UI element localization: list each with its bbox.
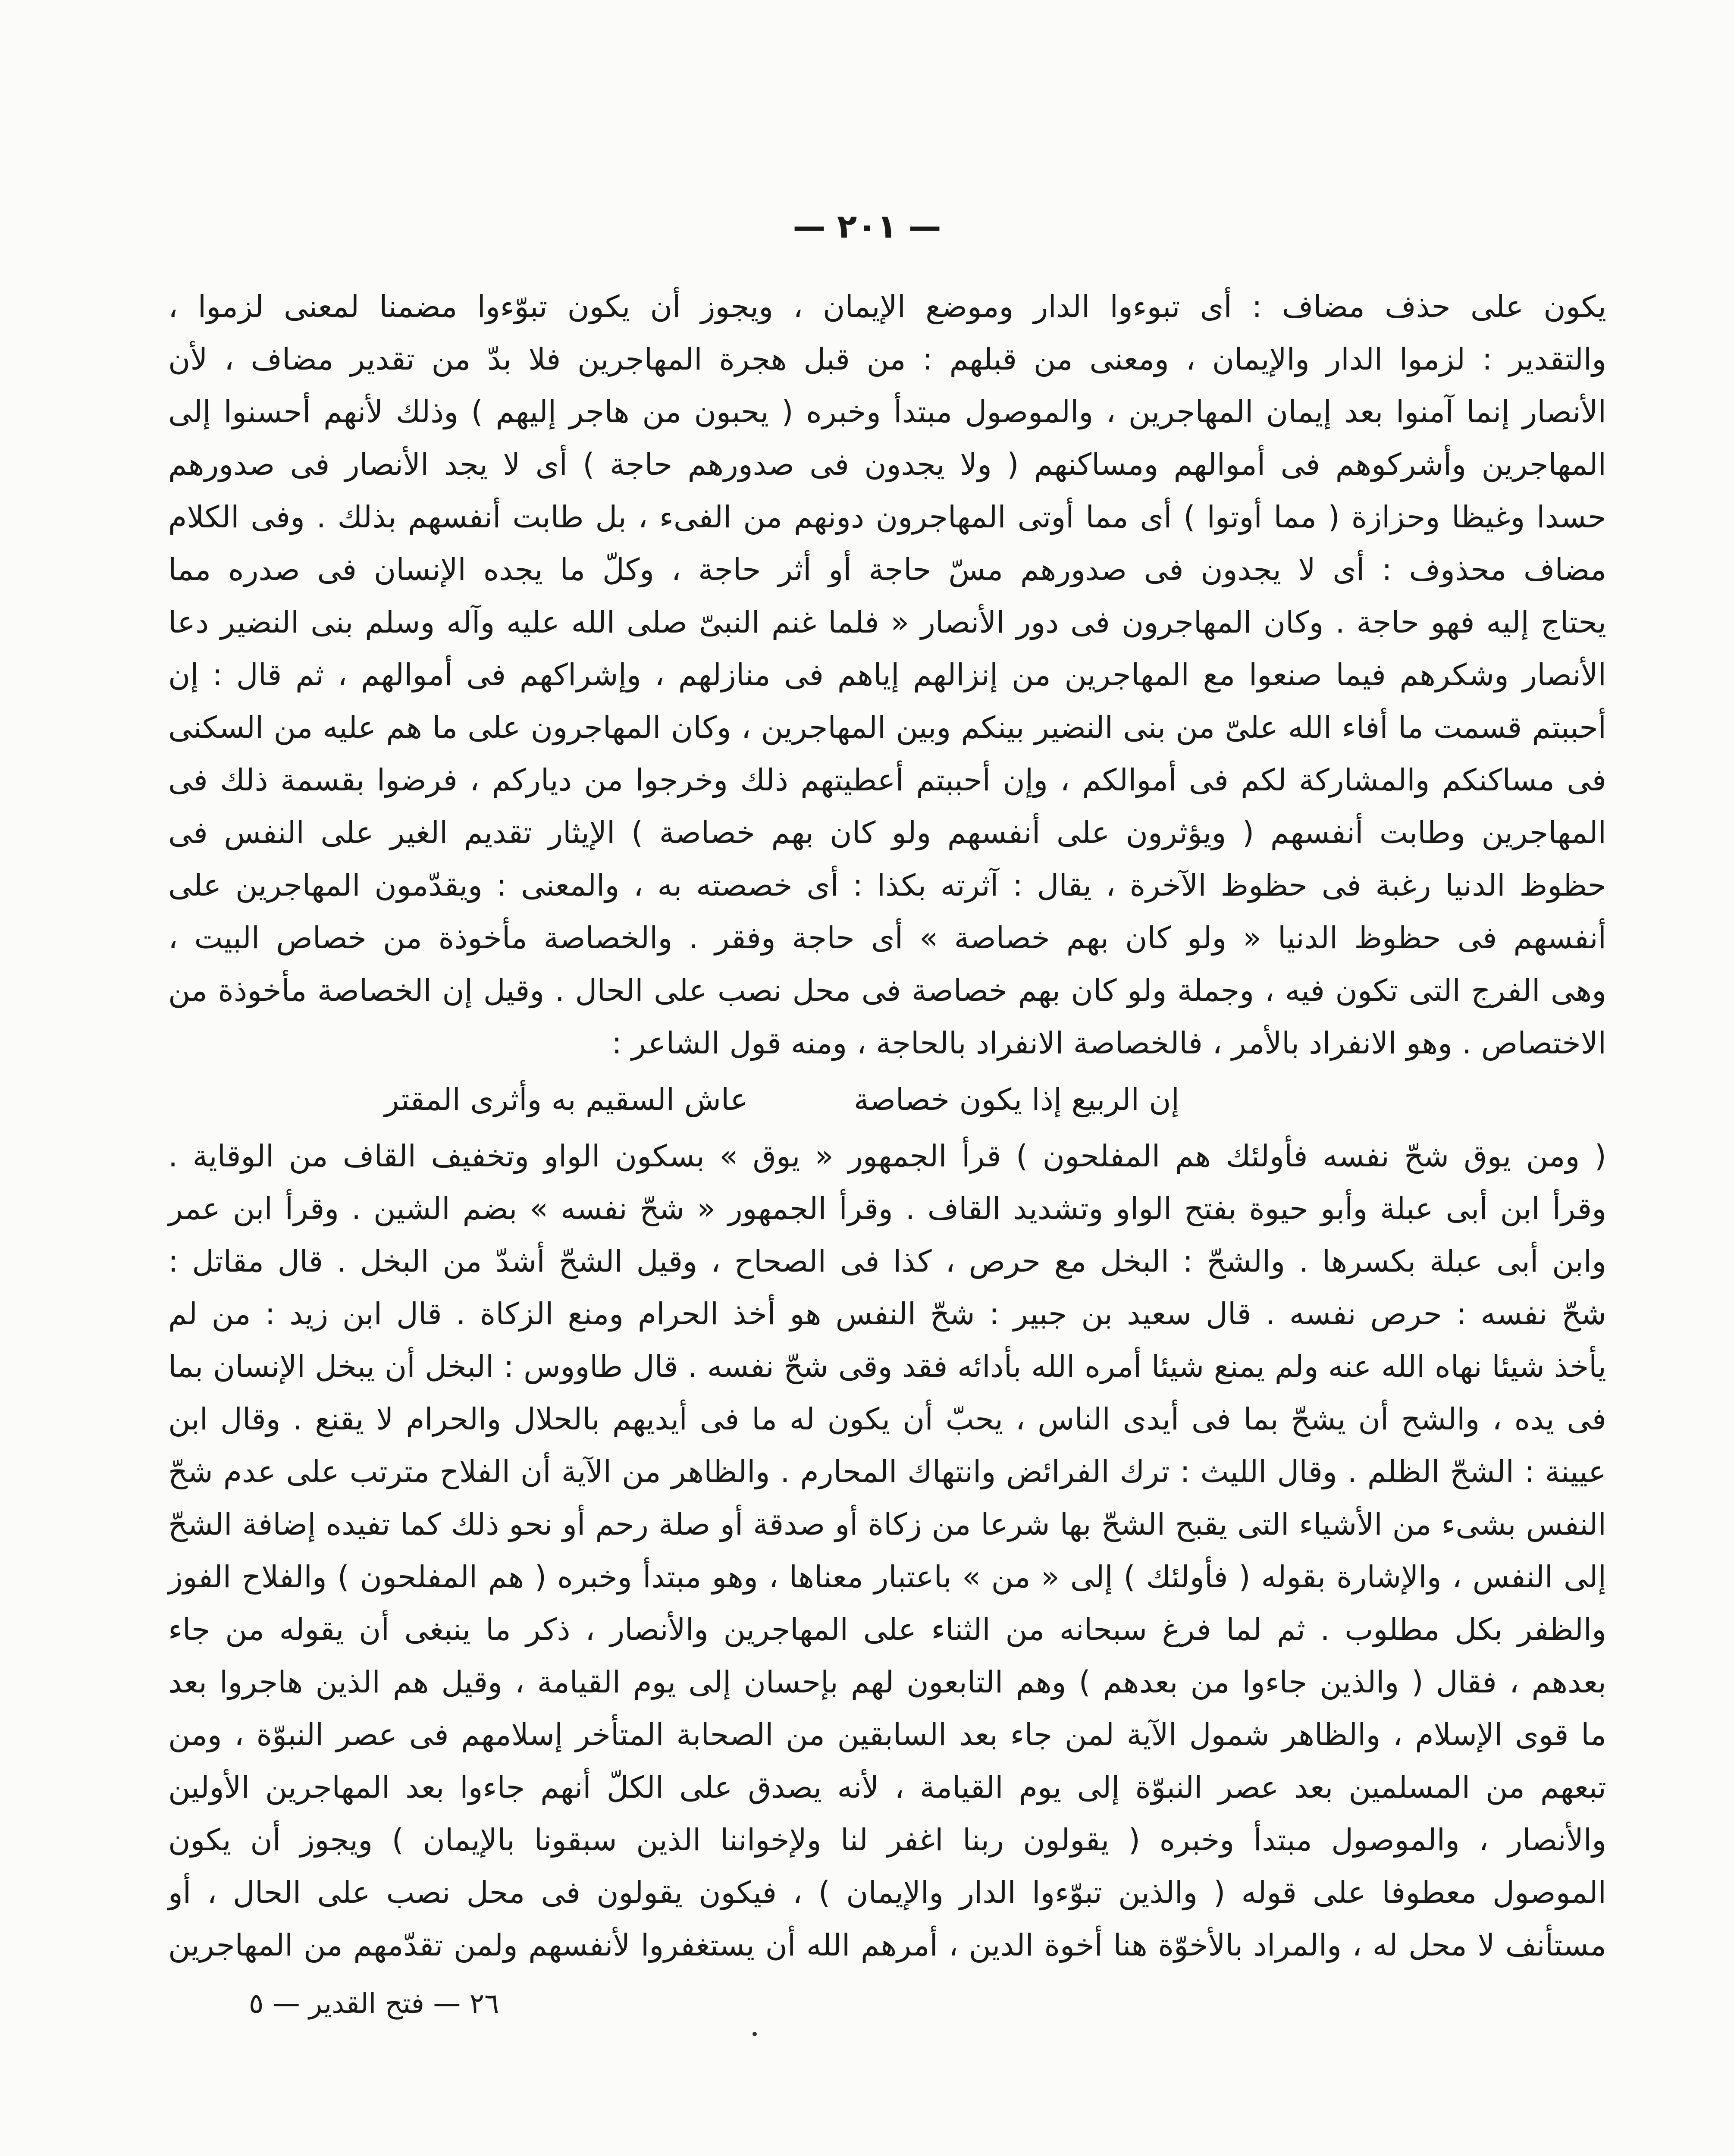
text-line: ما قوى الإسلام ، والظاهر شمول الآية لمن جاء بعد السابقين من الصحابة المتأخر إسلامهم فى عصر النبوّة ، ومن — [168, 1717, 1606, 1752]
text-line: والأنصار ، والموصول مبتدأ وخبره ( يقولون ربنا اغفر لنا ولإخواننا الذين سبقونا بالإيمان ) ويجوز أن يكون — [168, 1822, 1606, 1858]
text-line: وابن أبى عبلة بكسرها . والشحّ : البخل مع حرص ، كذا فى الصحاح ، وقيل الشحّ أشدّ من البخل . قال مقاتل : — [168, 1244, 1606, 1279]
verse-first-hemistich: إن الربيع إذا يكون خصاصة — [853, 1082, 1179, 1117]
text-line: يحتاج إليه فهو حاجة . وكان المهاجرون فى دور الأنصار « فلما غنم النبىّ صلى الله عليه وآله وسلم بنى النضير دعا — [168, 605, 1606, 640]
body-text — [168, 280, 1606, 1971]
dot-row — [0, 2023, 1734, 2040]
text-line: المهاجرين وأشركوهم فى أموالهم ومساكنهم ( ولا يجدون فى صدورهم حاجة ) أى لا يجد الأنصار فى صدورهم — [168, 447, 1606, 482]
text-line: والتقدير : لزموا الدار والإيمان ، ومعنى من قبلهم : من قبل هجرة المهاجرين فلا بدّ من تقدير مضاف ، لأن — [168, 342, 1606, 377]
ink-dot — [753, 2032, 757, 2036]
text-line: بعدهم ، فقال ( والذين جاءوا من بعدهم ) وهم التابعون لهم بإحسان إلى يوم القيامة ، وقيل هم الذين هاجروا بعد — [168, 1664, 1606, 1700]
page-number: — ٢٠١ — — [793, 207, 941, 245]
text-line: حظوظ الدنيا رغبة فى حظوظ الآخرة ، يقال : آثرته بكذا : أى خصصته به ، والمعنى : ويقدّمون المهاجرين على — [168, 868, 1606, 903]
text-line: مضاف محذوف : أى لا يجدون فى صدورهم مسّ حاجة أو أثر حاجة ، وكلّ ما يجده الإنسان فى صدره مما — [168, 552, 1606, 587]
footer-signature: ٢٦ — فتح القدير — ٥ — [249, 1988, 499, 2020]
text-line: يأخذ شيئا نهاه الله عنه ولم يمنع شيئا أمره الله بأدائه فقد وقى شحّ نفسه . قال طاووس : البخل أن يبخل الإنسان بما — [168, 1349, 1606, 1384]
poetry-verse — [168, 1069, 1606, 1130]
text-line: مستأنف لا محل له ، والمراد بالأخوّة هنا أخوة الدين ، أمرهم الله أن يستغفروا لأنفسهم ولمن تقدّمهم من المهاجرين — [168, 1927, 1606, 1963]
text-line: تبعهم من المسلمين بعد عصر النبوّة إلى يوم القيامة ، لأنه يصدق على الكلّ أنهم جاءوا بعد المهاجرين الأولين — [168, 1770, 1606, 1805]
text-line: والظفر بكل مطلوب . ثم لما فرغ سبحانه من الثناء على المهاجرين والأنصار ، ذكر ما ينبغى أن يقوله من جاء — [168, 1612, 1606, 1647]
text-line: فى يده ، والشح أن يشحّ بما فى أيدى الناس ، يحبّ أن يكون له ما فى أيديهم بالحلال والحرام لا يقنع . وقال ابن — [168, 1401, 1606, 1437]
text-line: وقرأ ابن أبى عبلة وأبو حيوة بفتح الواو وتشديد القاف . وقرأ الجمهور « شحّ نفسه » بضم الشين . وقرأ ابن عمر — [168, 1191, 1606, 1226]
verse-second-hemistich: عاش السقيم به وأثرى المقتر — [384, 1082, 748, 1117]
text-line: وهى الفرج التى تكون فيه ، وجملة ولو كان بهم خصاصة فى محل نصب على الحال . وقيل إن الخصاصة مأخوذة من — [168, 973, 1606, 1008]
text-line: ( ومن يوق شحّ نفسه فأولئك هم المفلحون ) قرأ الجمهور « يوق » بسكون الواو وتخفيف القاف من الوقاية . — [168, 1138, 1606, 1174]
text-line: حسدا وغيظا وحزازة ( مما أوتوا ) أى مما أوتى المهاجرون دونهم من الفىء ، بل طابت أنفسهم بذلك . وفى الكلام — [168, 499, 1606, 535]
text-line: إلى النفس ، والإشارة بقوله ( فأولئك ) إلى « من » باعتبار معناها ، وهو مبتدأ وخبره ( هم المفلحون ) والفلاح الفوز — [168, 1559, 1606, 1595]
text-line: النفس بشىء من الأشياء التى يقبح الشحّ بها شرعا من زكاة أو صدقة أو صلة رحم أو نحو ذلك كما تفيده إضافة الشحّ — [168, 1507, 1606, 1542]
text-line: فى مساكنكم والمشاركة لكم فى أموالكم ، وإن أحببتم أعطيتهم ذلك وخرجوا من دياركم ، فرضوا بقسمة ذلك فى — [168, 762, 1606, 798]
text-line: يكون على حذف مضاف : أى تبوءوا الدار وموضع الإيمان ، ويجوز أن يكون تبوّءوا مضمنا لمعنى لزموا ، — [168, 289, 1606, 324]
paragraph-1 — [168, 280, 1606, 1069]
text-line: شحّ نفسه : حرص نفسه . قال سعيد بن جبير : شحّ النفس هو أخذ الحرام ومنع الزكاة . قال ابن زيد : من لم — [168, 1296, 1606, 1332]
text-line: الموصول معطوفا على قوله ( والذين تبوّءوا الدار والإيمان ) ، فيكون يقولون فى محل نصب على الحال ، أو — [168, 1875, 1606, 1910]
text-line: الاختصاص . وهو الانفراد بالأمر ، فالخصاصة الانفراد بالحاجة ، ومنه قول الشاعر : — [611, 1025, 1606, 1061]
text-line: الأنصار إنما آمنوا بعد إيمان المهاجرين ، والموصول مبتدأ وخبره ( يحبون من هاجر إليهم ) وذلك لأنهم أحسنوا إلى — [168, 394, 1606, 429]
text-line: أحببتم قسمت ما أفاء الله علىّ من بنى النضير بينكم وبين المهاجرين ، وكان المهاجرون على ما هم عليه من السكنى — [168, 710, 1606, 745]
text-line: الأنصار وشكرهم فيما صنعوا مع المهاجرين من إنزالهم إياهم فى منازلهم ، وإشراكهم فى أموالهم ، ثم قال : إن — [168, 657, 1606, 693]
text-line: أنفسهم فى حظوظ الدنيا « ولو كان بهم خصاصة » أى حاجة وفقر . والخصاصة مأخوذة من خصاص البيت ، — [168, 920, 1606, 956]
text-line: المهاجرين وطابت أنفسهم ( ويؤثرون على أنفسهم ولو كان بهم خصاصة ) الإيثار تقديم الغير على النفس فى — [168, 815, 1606, 850]
text-line: عيينة : الشحّ الظلم . وقال الليث : ترك الفرائض وانتهاك المحارم . والظاهر من الآية أن الفلاح مترتب على عدم شحّ — [168, 1454, 1606, 1489]
paragraph-2 — [168, 1130, 1606, 1971]
